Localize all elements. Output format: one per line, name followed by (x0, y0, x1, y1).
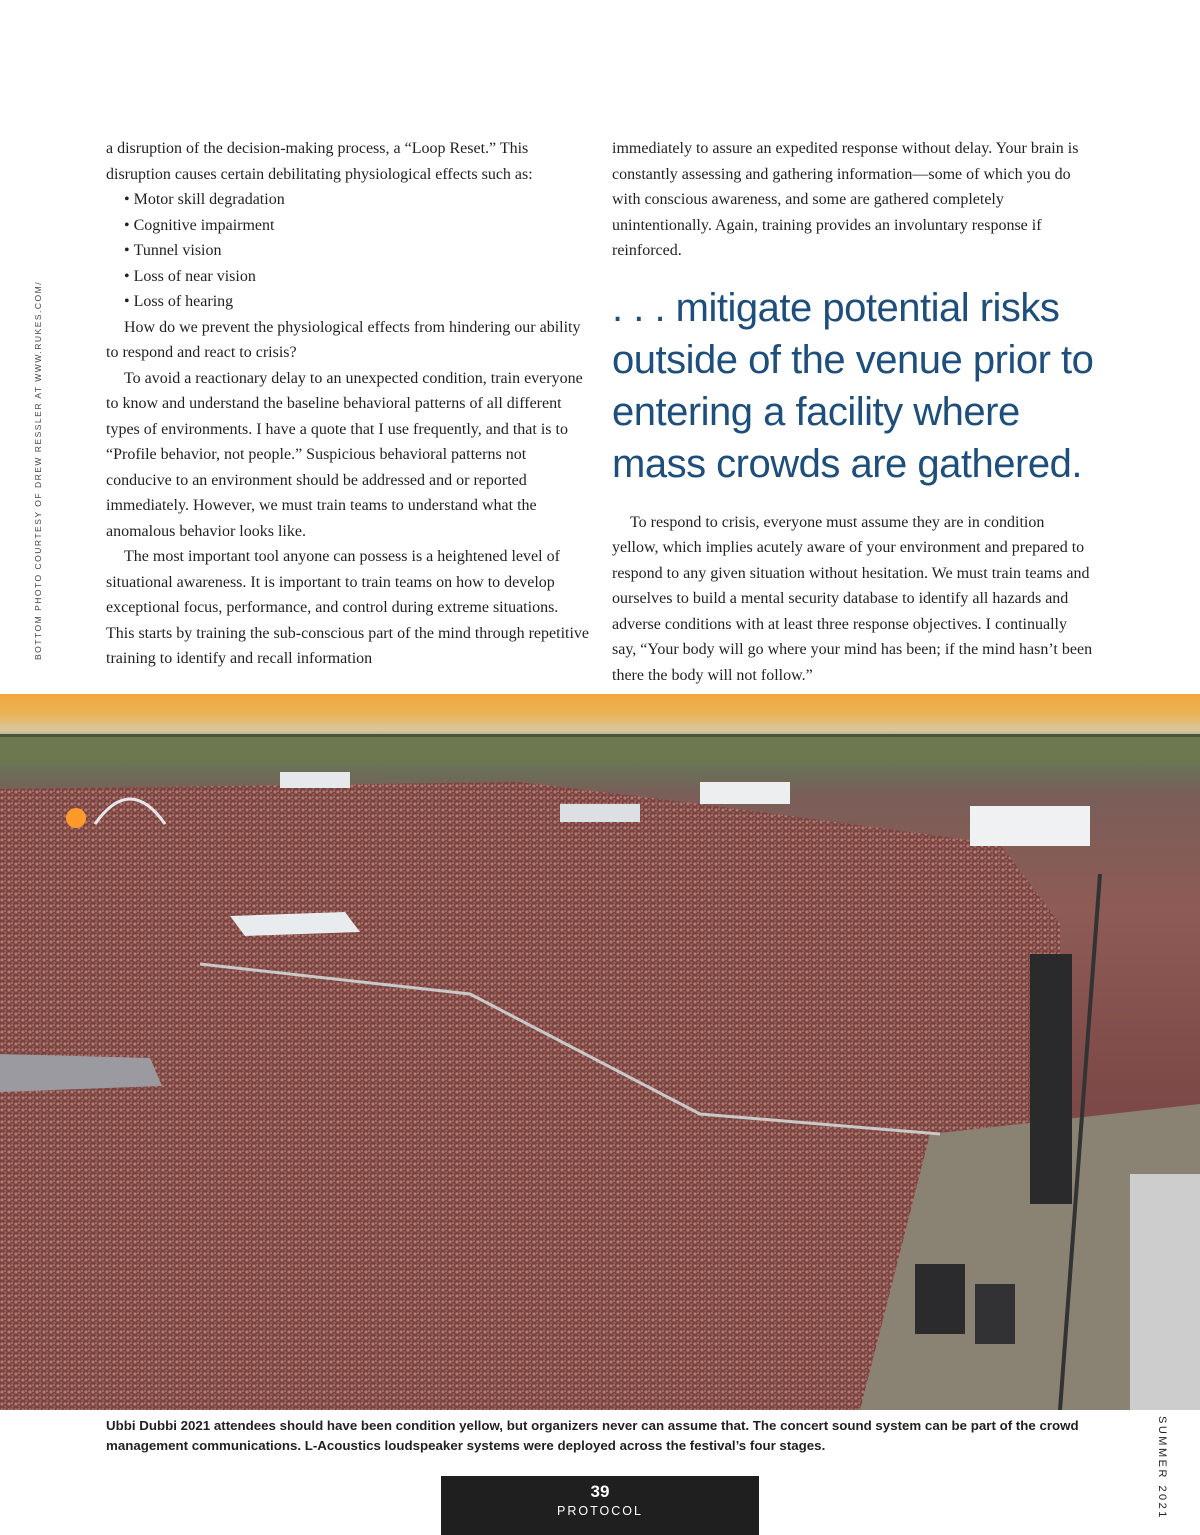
crowd-photo-illustration (0, 694, 1200, 1410)
body-paragraph: How do we prevent the physiological effects from hindering our ability to respond and react to crisis? (106, 318, 581, 361)
page-number: 39 (590, 1482, 610, 1501)
right-column (612, 136, 1094, 688)
list-item: • Cognitive impairment (124, 213, 590, 239)
festival-crowd-photo (0, 694, 1200, 1410)
body-paragraph: The most important tool anyone can possess is a heightened level of situational awareness. It is important to train teams on how to develop exceptional focus, performance, and control during extreme situations. This starts by training the sub-conscious part of the mind through repetitive training to identify and recall information (106, 548, 590, 667)
issue-season: SUMMER 2021 (1156, 1416, 1168, 1520)
body-paragraph: immediately to assure an expedited response without delay. Your brain is constantly assessing and gathering information—some of which you do with conscious awareness, and some are gathered completely unintentionally. Again, training provides an involuntary response if reinforced. (612, 140, 1079, 259)
left-column (106, 136, 590, 672)
body-paragraph: To respond to crisis, everyone must assume they are in condition yellow, which implies acutely aware of your environment and prepared to respond to any given situation without hesitation. We must train teams and ourselves to build a mental security database to identify all hazards and adverse conditions with at least three response objectives. I continually say, “Your body will go where your mind has been; if the mind hasn’t been there the body will not follow.” (612, 513, 1093, 684)
magazine-name: PROTOCOL (557, 1504, 643, 1518)
list-item: • Loss of near vision (124, 264, 590, 290)
photo-credit: BOTTOM PHOTO COURTESY OF DREW RESSLER AT WWW.RUKES.COM/ (33, 280, 43, 660)
page-footer (441, 1476, 759, 1535)
list-item: • Loss of hearing (124, 289, 590, 315)
photo-caption: Ubbi Dubbi 2021 attendees should have been condition yellow, but organizers never can assume that. The concert sound system can be part of the crowd management communications. L-Acoustics loudspeaker systems were deployed across the festival’s four stages. (106, 1418, 1079, 1453)
intro-paragraph: a disruption of the decision-making process, a “Loop Reset.” This disruption causes certain debilitating physiological effects such as: (106, 140, 533, 183)
body-paragraph: To avoid a reactionary delay to an unexpected condition, train everyone to know and understand the baseline behavioral patterns of all different types of environments. I have a quote that I use frequently, and that is to “Profile behavior, not people.” Suspicious behavioral patterns not conducive to an environment should be addressed and or reported immediately. However, we must train teams to understand what the anomalous behavior looks like. (106, 369, 583, 540)
list-item: • Tunnel vision (124, 238, 590, 264)
pull-quote: . . . mitigate potential risks outside of the venue prior to entering a facility where mass crowds are gathered. (612, 285, 1094, 486)
effects-list (106, 187, 590, 315)
list-item: • Motor skill degradation (124, 187, 590, 213)
